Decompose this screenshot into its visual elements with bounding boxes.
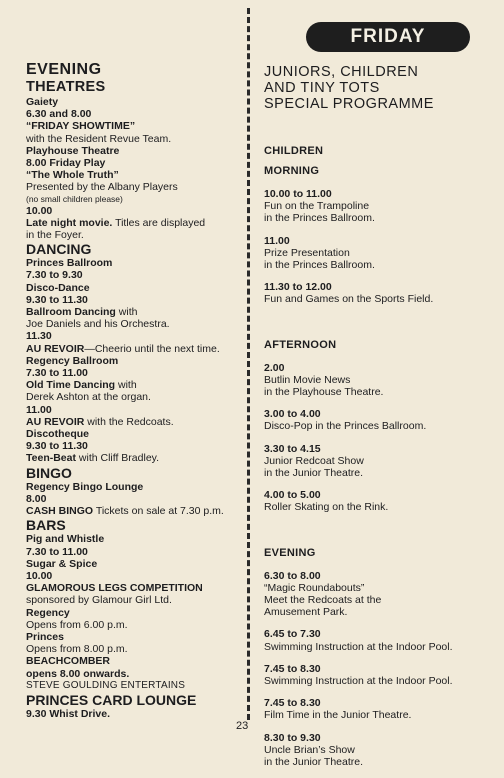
event-description: Butlin Movie News bbox=[264, 373, 351, 386]
event-block bbox=[264, 663, 496, 687]
event-time: 7.45 to 8.30 bbox=[264, 662, 321, 675]
schedule-line: 8.00 Friday Play bbox=[26, 157, 106, 170]
schedule-line-text: with bbox=[115, 379, 137, 392]
event-block bbox=[264, 408, 496, 432]
schedule-line: Presented by the Albany Players bbox=[26, 181, 178, 194]
event-time: 7.45 to 8.30 bbox=[264, 697, 321, 710]
evening-juniors-list bbox=[264, 570, 496, 769]
event-description: Uncle Brian’s Show bbox=[264, 743, 355, 756]
schedule-line: Opens from 8.00 p.m. bbox=[26, 643, 128, 656]
afternoon-heading: AFTERNOON bbox=[264, 338, 337, 351]
schedule-line: 7.30 to 11.00 bbox=[26, 545, 88, 558]
event-description: in the Princes Ballroom. bbox=[264, 259, 375, 272]
event-block bbox=[264, 570, 496, 619]
schedule-line-bold: Late night movie. bbox=[26, 216, 113, 229]
juniors-title bbox=[264, 64, 496, 112]
section-heading: BARS bbox=[26, 517, 66, 534]
morning-list bbox=[264, 188, 496, 306]
schedule-line: Princes Ballroom bbox=[26, 257, 113, 270]
schedule-line: Disco-Dance bbox=[26, 281, 90, 294]
schedule-line: 9.30 Whist Drive. bbox=[26, 707, 111, 720]
section-heading: DANCING bbox=[26, 241, 92, 258]
event-description: Fun on the Trampoline bbox=[264, 200, 370, 213]
schedule-line bbox=[26, 416, 241, 428]
event-description: in the Playhouse Theatre. bbox=[264, 386, 384, 399]
event-description: Swimming Instruction at the Indoor Pool. bbox=[264, 675, 453, 688]
schedule-line: 11.00 bbox=[26, 403, 52, 416]
schedule-line: Pig and Whistle bbox=[26, 533, 105, 546]
event-description: Roller Skating on the Rink. bbox=[264, 501, 389, 514]
schedule-line-text: with Cliff Bradley. bbox=[75, 452, 160, 465]
schedule-line: sponsored by Glamour Girl Ltd. bbox=[26, 594, 172, 607]
schedule-line: Discotheque bbox=[26, 428, 90, 441]
event-description: Junior Redcoat Show bbox=[264, 454, 364, 467]
schedule-line: 8.00 bbox=[26, 492, 47, 505]
schedule-line: 10.00 bbox=[26, 569, 53, 582]
schedule-line: Joe Daniels and his Orchestra. bbox=[26, 318, 170, 331]
event-block bbox=[264, 697, 496, 721]
schedule-line: Regency Ballroom bbox=[26, 354, 119, 367]
event-time: 10.00 to 11.00 bbox=[264, 188, 332, 200]
day-badge: FRIDAY bbox=[306, 22, 470, 52]
children-heading: CHILDREN bbox=[264, 145, 324, 157]
schedule-line bbox=[26, 505, 241, 517]
event-time: 6.30 to 8.00 bbox=[264, 569, 321, 582]
schedule-line-text: —Cheerio until the next time. bbox=[84, 342, 220, 355]
schedule-line bbox=[26, 306, 241, 318]
schedule-line: 11.30 bbox=[26, 330, 52, 343]
column-divider bbox=[247, 8, 250, 720]
schedule-line: Opens from 6.00 p.m. bbox=[26, 618, 128, 631]
schedule-line: Regency bbox=[26, 606, 70, 619]
schedule-line-text: Tickets on sale at 7.30 p.m. bbox=[93, 505, 224, 518]
schedule-line: Gaiety bbox=[26, 96, 59, 108]
schedule-line: Princes bbox=[26, 630, 64, 643]
juniors-title-line: JUNIORS, CHILDREN bbox=[264, 64, 419, 80]
event-description: Disco-Pop in the Princes Ballroom. bbox=[264, 420, 427, 433]
morning-heading: MORNING bbox=[264, 165, 320, 177]
schedule-line-bold: CASH BINGO bbox=[26, 505, 94, 518]
event-time: 3.30 to 4.15 bbox=[264, 442, 321, 455]
schedule-line-bold: Ballroom Dancing bbox=[26, 306, 116, 319]
schedule-line: in the Foyer. bbox=[26, 229, 84, 242]
juniors-title-line: SPECIAL PROGRAMME bbox=[264, 96, 434, 112]
schedule-line: 6.30 and 8.00 bbox=[26, 108, 92, 121]
schedule-line: GLAMOROUS LEGS COMPETITION bbox=[26, 582, 203, 595]
event-description: “Magic Roundabouts” bbox=[264, 581, 365, 594]
schedule-line: Sugar & Spice bbox=[26, 557, 98, 570]
section-heading: THEATRES bbox=[26, 79, 106, 95]
schedule-line: Derek Ashton at the organ. bbox=[26, 391, 151, 404]
schedule-line-bold: Old Time Dancing bbox=[26, 379, 116, 392]
schedule-line: “The Whole Truth” bbox=[26, 169, 119, 182]
event-time: 2.00 bbox=[264, 361, 285, 374]
afternoon-list bbox=[264, 362, 496, 514]
schedule-line: 9.30 to 11.30 bbox=[26, 440, 88, 453]
schedule-line: 7.30 to 11.00 bbox=[26, 367, 88, 380]
event-description: Prize Presentation bbox=[264, 246, 350, 259]
juniors-column bbox=[264, 64, 496, 778]
event-description: Swimming Instruction at the Indoor Pool. bbox=[264, 640, 453, 653]
schedule-line-bold: Teen-Beat bbox=[26, 452, 76, 465]
event-description: Film Time in the Junior Theatre. bbox=[264, 709, 412, 722]
event-description: in the Princes Ballroom. bbox=[264, 212, 375, 225]
event-description: in the Junior Theatre. bbox=[264, 467, 364, 480]
event-time: 6.45 to 7.30 bbox=[264, 628, 321, 641]
evening-column bbox=[26, 60, 241, 720]
evening-juniors-heading: EVENING bbox=[264, 546, 316, 559]
schedule-line-text: with bbox=[115, 306, 138, 319]
schedule-line bbox=[26, 379, 241, 391]
schedule-line bbox=[26, 343, 241, 355]
page-number: 23 bbox=[236, 720, 249, 732]
event-time: 11.00 bbox=[264, 234, 290, 247]
section-heading: BINGO bbox=[26, 464, 72, 481]
event-description: Fun and Games on the Sports Field. bbox=[264, 293, 434, 306]
schedule-line-text: with the Redcoats. bbox=[84, 415, 174, 428]
event-time: 4.00 to 5.00 bbox=[264, 489, 321, 502]
event-block bbox=[264, 281, 496, 305]
schedule-line: 7.30 to 9.30 bbox=[26, 269, 83, 282]
event-description: Amusement Park. bbox=[264, 606, 348, 619]
section-heading: EVENING bbox=[26, 61, 102, 78]
schedule-line-bold: AU REVOIR bbox=[26, 415, 85, 428]
schedule-line: opens 8.00 onwards. bbox=[26, 667, 130, 680]
schedule-line: (no small children please) bbox=[26, 193, 123, 204]
event-description: in the Junior Theatre. bbox=[264, 756, 364, 769]
schedule-line: STEVE GOULDING ENTERTAINS bbox=[26, 679, 186, 691]
schedule-line-bold: AU REVOIR bbox=[26, 342, 85, 355]
event-block bbox=[264, 235, 496, 272]
schedule-line: BEACHCOMBER bbox=[26, 655, 110, 668]
event-time: 3.00 to 4.00 bbox=[264, 408, 321, 421]
event-block bbox=[264, 443, 496, 480]
schedule-line: “FRIDAY SHOWTIME” bbox=[26, 120, 136, 133]
schedule-line bbox=[26, 217, 241, 229]
event-block bbox=[264, 362, 496, 399]
schedule-line-text: Titles are displayed bbox=[112, 216, 206, 229]
schedule-line: 9.30 to 11.30 bbox=[26, 293, 88, 306]
event-block bbox=[264, 628, 496, 652]
schedule-line: Regency Bingo Lounge bbox=[26, 480, 144, 493]
event-time: 8.30 to 9.30 bbox=[264, 731, 321, 744]
section-heading: PRINCES CARD LOUNGE bbox=[26, 691, 197, 708]
schedule-line: 10.00 bbox=[26, 204, 53, 217]
schedule-line: with the Resident Revue Team. bbox=[26, 132, 172, 145]
juniors-title-line: AND TINY TOTS bbox=[264, 80, 380, 96]
event-description: Meet the Redcoats at the bbox=[264, 594, 382, 607]
event-block bbox=[264, 489, 496, 513]
event-time: 11.30 to 12.00 bbox=[264, 281, 332, 294]
schedule-line: Playhouse Theatre bbox=[26, 144, 120, 157]
schedule-line bbox=[26, 452, 241, 464]
event-block bbox=[264, 188, 496, 225]
